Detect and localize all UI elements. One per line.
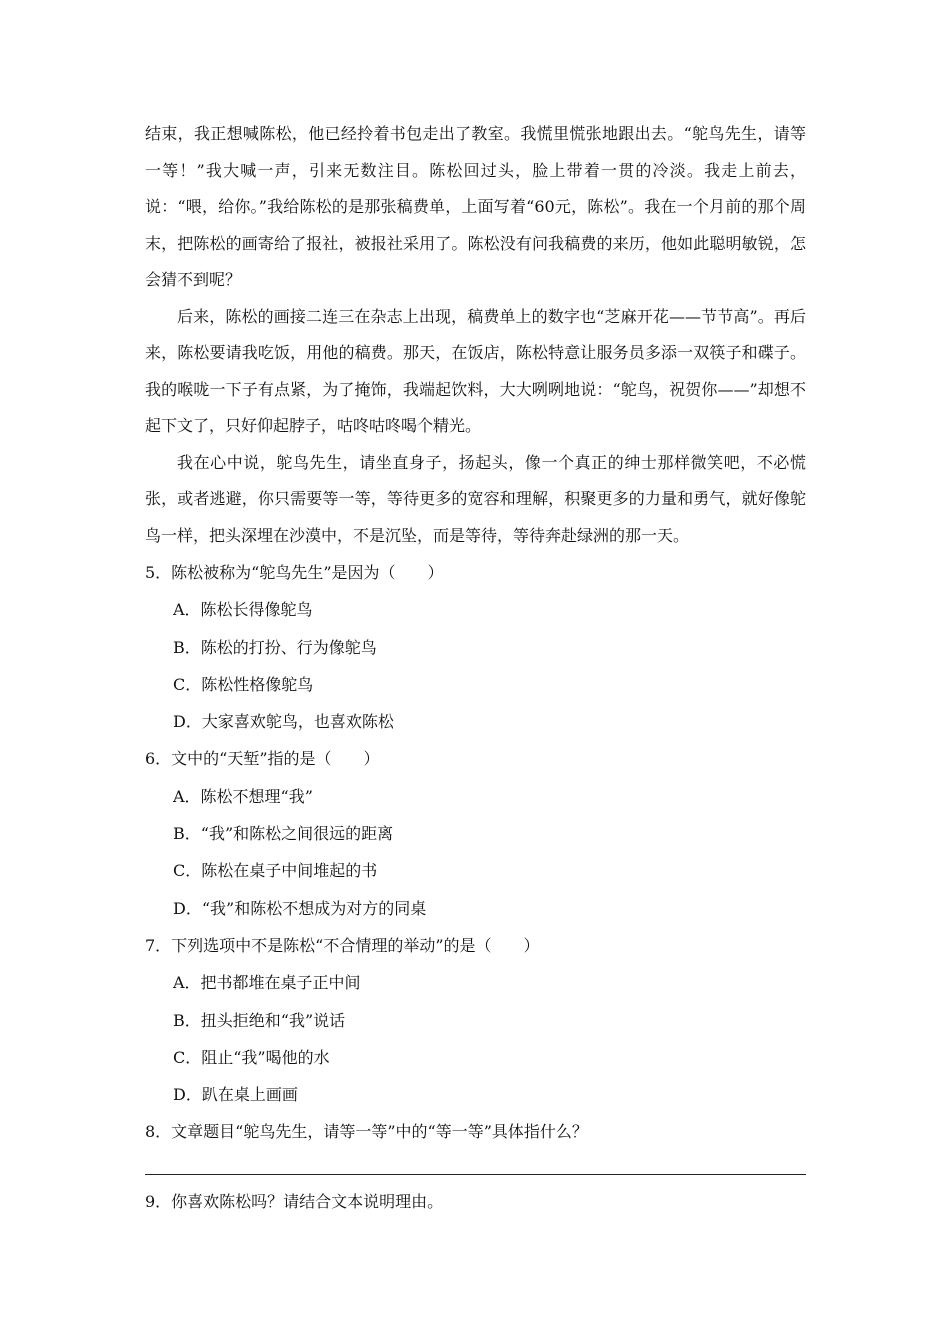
question-6-option-b[interactable]: B．“我”和陈松之间很远的距离 [173,824,394,844]
question-8-stem: 8．文章题目“鸵鸟先生，请等一等”中的“等一等”具体指什么？ [145,1122,588,1142]
question-7 [145,927,806,1113]
question-6-stem: 6．文中的“天堑”指的是（ ） [145,749,380,769]
question-9 [145,1183,806,1220]
reading-passage [145,116,806,554]
question-6 [145,740,806,926]
passage-paragraph-2: 后来，陈松的画接二连三在杂志上出现，稿费单上的数字也“芝麻开花——节节高”。再后来，陈松要请我吃饭，用他的稿费。那天，在饭店，陈松特意让服务员多添一双筷子和碟子。我的喉咙一下子有点紧，为了掩饰，我端起饮料，大大咧咧地说：“鸵鸟，祝贺你——”却想不起下文了，只好仰起脖子，咕咚咕咚喝个精光。 [145,306,806,435]
question-9-stem: 9．你喜欢陈松吗？请结合文本说明理由。 [145,1191,444,1211]
question-7-option-a[interactable]: A．把书都堆在桌子正中间 [173,973,361,993]
question-5-option-a[interactable]: A．陈松长得像鸵鸟 [173,600,313,620]
question-7-option-d[interactable]: D．趴在桌上画画 [173,1085,298,1105]
question-8 [145,1113,806,1174]
question-8-answer-line[interactable] [145,1174,806,1175]
document-page [145,116,806,1220]
question-7-stem: 7．下列选项中不是陈松“不合情理的举动”的是（ ） [145,935,540,955]
question-5-option-c[interactable]: C．陈松性格像鸵鸟 [173,674,314,694]
question-5-option-d[interactable]: D．大家喜欢鸵鸟，也喜欢陈松 [173,712,394,732]
question-7-option-c[interactable]: C．阻止“我”喝他的水 [173,1047,330,1067]
question-6-option-a[interactable]: A．陈松不想理“我” [173,786,313,806]
question-7-option-b[interactable]: B．扭头拒绝和“我”说话 [173,1010,346,1030]
question-5-stem: 5．陈松被称为“鸵鸟先生”是因为（ ） [145,563,444,582]
question-6-option-c[interactable]: C．陈松在桌子中间堆起的书 [173,861,378,881]
passage-paragraph-3: 我在心中说，鸵鸟先生，请坐直身子，扬起头，像一个真正的绅士那样微笑吧，不必慌张，或者逃避，你只需要等一等，等待更多的宽容和理解，积聚更多的力量和勇气，就好像鸵鸟一样，把头深埋在沙漠中，不是沉坠，而是等待，等待奔赴绿洲的那一天。 [145,452,806,545]
passage-paragraph-1: 结束，我正想喊陈松，他已经拎着书包走出了教室。我慌里慌张地跟出去。“鸵鸟先生，请等一等！”我大喊一声，引来无数注目。陈松回过头，脸上带着一贯的冷淡。我走上前去，说：“喂，给你。”我给陈松的是那张稿费单，上面写着“60元，陈松”。我在一个月前的那个周末，把陈松的画寄给了报社，被报社采用了。陈松没有问我稿费的来历，他如此聪明敏锐，怎会猜不到呢？ [145,124,806,289]
question-5-option-b[interactable]: B．陈松的打扮、行为像鸵鸟 [173,637,377,657]
question-5 [145,554,806,740]
question-6-option-d[interactable]: D．“我”和陈松不想成为对方的同桌 [173,898,427,918]
